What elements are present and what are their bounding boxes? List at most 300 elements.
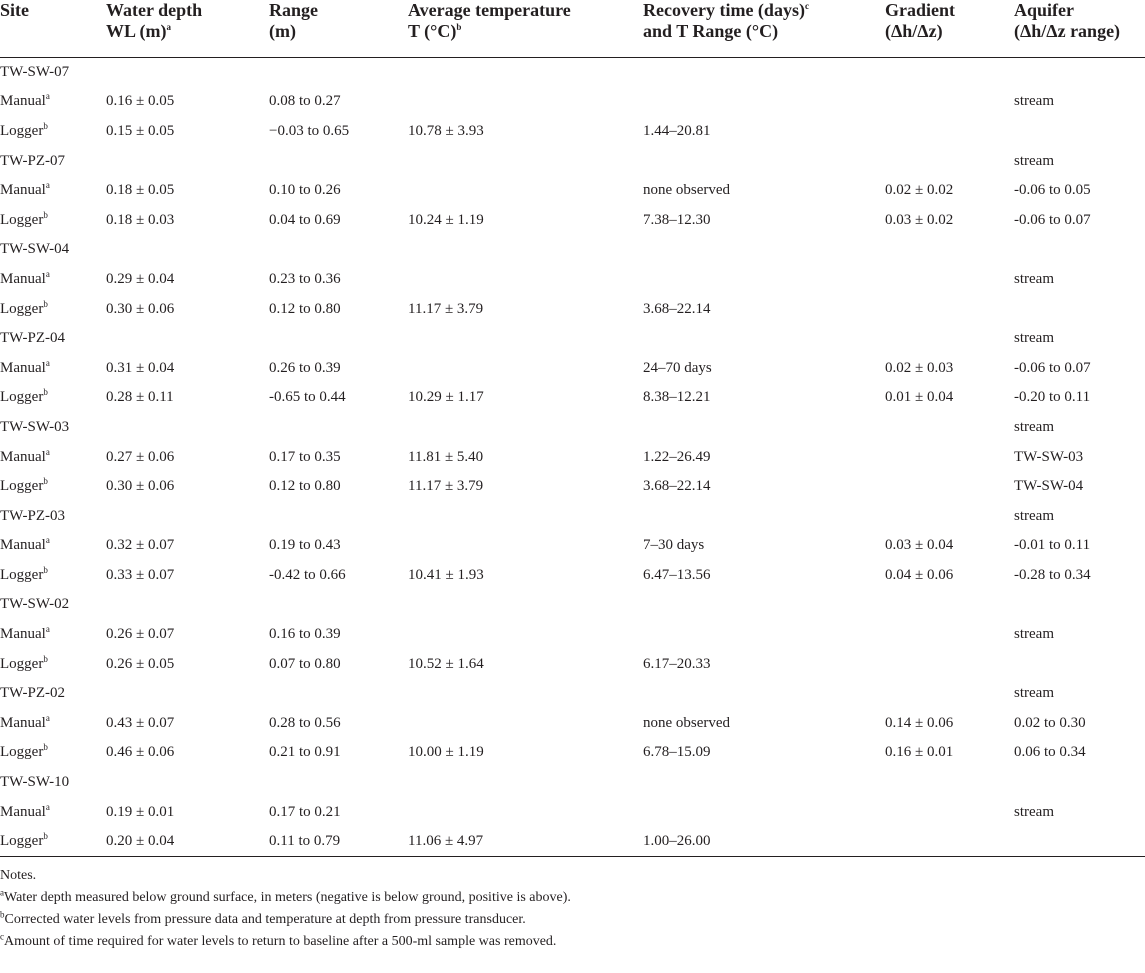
cell-site <box>0 87 106 117</box>
cell-range: -0.65 to 0.44 <box>269 389 346 406</box>
header-average-temperature <box>408 0 643 57</box>
cell-range: 0.16 to 0.39 <box>269 626 341 643</box>
cell-gradient <box>885 264 1014 294</box>
cell-recovery <box>643 797 885 827</box>
cell-aquifer <box>1014 235 1145 265</box>
header-water-depth-line2 <box>106 21 269 42</box>
cell-range: 0.23 to 0.36 <box>269 270 341 287</box>
header-aquifer <box>1014 0 1145 57</box>
header-site <box>0 0 106 57</box>
cell-range <box>269 501 408 531</box>
cell-gradient <box>885 590 1014 620</box>
cell-gradient <box>885 619 1014 649</box>
table-body <box>0 57 1145 856</box>
cell-depth: 0.33 ± 0.07 <box>106 566 175 583</box>
table-row <box>0 678 1145 708</box>
footnote-mark: a <box>45 91 50 102</box>
table-row <box>0 353 1145 383</box>
cell-recovery: 6.17–20.33 <box>643 655 711 672</box>
table-row <box>0 294 1145 324</box>
cell-temp <box>408 590 643 620</box>
header-site-label: Site <box>0 0 29 20</box>
note-a <box>0 887 1145 909</box>
cell-recovery: 24–70 days <box>643 359 712 376</box>
cell-range <box>269 767 408 797</box>
cell-temp <box>408 412 643 442</box>
table-row <box>0 708 1145 738</box>
header-range-line2: (m) <box>269 21 296 41</box>
cell-depth: 0.26 ± 0.05 <box>106 655 175 672</box>
cell-range <box>269 323 408 353</box>
table-row <box>0 501 1145 531</box>
cell-temp <box>408 531 643 561</box>
site-label: TW-SW-04 <box>0 241 70 258</box>
table-row <box>0 531 1145 561</box>
header-recovery-line1 <box>643 0 885 21</box>
cell-site <box>0 235 106 265</box>
cell-range: 0.17 to 0.35 <box>269 448 341 465</box>
cell-gradient: 0.04 ± 0.06 <box>885 566 954 583</box>
cell-gradient <box>885 501 1014 531</box>
cell-recovery <box>643 501 885 531</box>
cell-site <box>0 442 106 472</box>
cell-range <box>269 146 408 176</box>
note-text: Corrected water levels from pressure data and temperature at depth from pressure transducer. <box>4 911 526 927</box>
cell-site <box>0 649 106 679</box>
cell-gradient <box>885 116 1014 146</box>
cell-depth <box>106 501 269 531</box>
cell-recovery: 7.38–12.30 <box>643 211 711 228</box>
site-label: TW-SW-02 <box>0 596 70 613</box>
site-label: TW-PZ-04 <box>0 330 65 347</box>
cell-site <box>0 323 106 353</box>
cell-aquifer <box>1014 294 1145 324</box>
header-water-depth-line1: Water depth <box>106 0 203 20</box>
cell-recovery <box>643 412 885 442</box>
site-label: Logger <box>0 832 44 849</box>
cell-depth: 0.30 ± 0.06 <box>106 478 175 495</box>
cell-temp <box>408 57 643 87</box>
note-text: Water depth measured below ground surface, in meters (negative is below ground, positive is above). <box>4 889 571 905</box>
header-recovery-text: Recovery time (days) <box>643 0 805 20</box>
note-mark: a <box>0 886 4 897</box>
cell-aquifer: stream <box>1014 803 1054 820</box>
cell-range: 0.10 to 0.26 <box>269 182 341 199</box>
cell-recovery: 7–30 days <box>643 537 705 554</box>
site-label: Logger <box>0 744 44 761</box>
note-b <box>0 909 1145 931</box>
note-c <box>0 931 1145 953</box>
footnote-mark: b <box>43 653 48 664</box>
cell-aquifer: 0.02 to 0.30 <box>1014 714 1086 731</box>
footnote-mark: a <box>45 268 50 279</box>
header-range-line1: Range <box>269 0 318 20</box>
cell-recovery: none observed <box>643 182 731 199</box>
table-row <box>0 146 1145 176</box>
cell-recovery <box>643 264 885 294</box>
cell-depth <box>106 323 269 353</box>
cell-site <box>0 353 106 383</box>
cell-temp <box>408 501 643 531</box>
header-temp-line1: Average temperature <box>408 0 571 20</box>
cell-recovery: none observed <box>643 714 731 731</box>
cell-range <box>269 412 408 442</box>
cell-depth: 0.32 ± 0.07 <box>106 537 175 554</box>
header-gradient-line1: Gradient <box>885 0 955 20</box>
cell-temp: 11.81 ± 5.40 <box>408 448 484 465</box>
table-row <box>0 87 1145 117</box>
site-label: Manual <box>0 93 46 110</box>
cell-temp <box>408 146 643 176</box>
cell-temp <box>408 323 643 353</box>
site-label: TW-SW-07 <box>0 64 70 81</box>
cell-gradient: 0.02 ± 0.02 <box>885 182 954 199</box>
cell-recovery: 8.38–12.21 <box>643 389 711 406</box>
cell-recovery: 1.22–26.49 <box>643 448 711 465</box>
cell-gradient: 0.16 ± 0.01 <box>885 744 954 761</box>
site-label: TW-PZ-02 <box>0 685 65 702</box>
site-label: Manual <box>0 182 46 199</box>
cell-site <box>0 57 106 87</box>
site-label: Manual <box>0 448 46 465</box>
table-row <box>0 57 1145 87</box>
site-label: Logger <box>0 478 44 495</box>
cell-aquifer <box>1014 767 1145 797</box>
footnote-mark: b <box>456 22 462 32</box>
site-label: Logger <box>0 389 44 406</box>
cell-range: -0.42 to 0.66 <box>269 566 346 583</box>
table-row <box>0 175 1145 205</box>
table-row <box>0 412 1145 442</box>
cell-aquifer: -0.20 to 0.11 <box>1014 389 1091 406</box>
footnote-mark: b <box>43 120 48 131</box>
cell-depth: 0.30 ± 0.06 <box>106 300 175 317</box>
footnote-mark: a <box>45 446 50 457</box>
cell-recovery <box>643 619 885 649</box>
table-row <box>0 442 1145 472</box>
cell-recovery <box>643 323 885 353</box>
cell-aquifer: stream <box>1014 93 1054 110</box>
cell-gradient <box>885 146 1014 176</box>
cell-temp <box>408 797 643 827</box>
cell-depth: 0.27 ± 0.06 <box>106 448 175 465</box>
cell-site <box>0 146 106 176</box>
cell-temp: 10.41 ± 1.93 <box>408 566 484 583</box>
cell-recovery <box>643 235 885 265</box>
cell-recovery: 6.47–13.56 <box>643 566 711 583</box>
cell-aquifer: stream <box>1014 626 1054 643</box>
site-label: Logger <box>0 300 44 317</box>
footnote-mark: a <box>45 801 50 812</box>
table-row <box>0 560 1145 590</box>
footnote-mark: b <box>43 476 48 487</box>
table-row <box>0 264 1145 294</box>
cell-temp: 11.17 ± 3.79 <box>408 300 484 317</box>
cell-temp: 10.24 ± 1.19 <box>408 211 484 228</box>
cell-temp: 10.52 ± 1.64 <box>408 655 484 672</box>
table-row <box>0 797 1145 827</box>
cell-site <box>0 531 106 561</box>
cell-aquifer: stream <box>1014 507 1054 524</box>
cell-gradient: 0.03 ± 0.04 <box>885 537 954 554</box>
cell-depth: 0.18 ± 0.03 <box>106 211 175 228</box>
cell-range <box>269 235 408 265</box>
cell-site <box>0 678 106 708</box>
site-label: Manual <box>0 537 46 554</box>
footnote-mark: b <box>43 209 48 220</box>
cell-range: 0.04 to 0.69 <box>269 211 341 228</box>
note-text: Amount of time required for water levels to return to baseline after a 500-ml sample was removed. <box>4 933 557 949</box>
site-label: Logger <box>0 211 44 228</box>
cell-site <box>0 797 106 827</box>
header-water-depth-text: WL (m) <box>106 21 167 41</box>
cell-aquifer: -0.06 to 0.07 <box>1014 211 1091 228</box>
cell-recovery: 1.00–26.00 <box>643 826 885 856</box>
header-recovery-line2: and T Range (°C) <box>643 21 779 41</box>
cell-depth: 0.28 ± 0.11 <box>106 389 174 406</box>
cell-site <box>0 294 106 324</box>
footnote-mark: a <box>45 535 50 546</box>
cell-aquifer: stream <box>1014 418 1054 435</box>
cell-depth: 0.16 ± 0.05 <box>106 93 175 110</box>
cell-aquifer: TW-SW-04 <box>1014 478 1084 495</box>
header-gradient <box>885 0 1014 57</box>
cell-aquifer <box>1014 116 1145 146</box>
cell-gradient: 0.02 ± 0.03 <box>885 359 954 376</box>
cell-site <box>0 264 106 294</box>
site-label: Manual <box>0 359 46 376</box>
footnote-mark: b <box>43 298 48 309</box>
notes-heading: Notes. <box>0 867 37 883</box>
cell-site <box>0 738 106 768</box>
footnote-mark: b <box>43 830 48 841</box>
table-row <box>0 738 1145 768</box>
header-recovery-time <box>643 0 885 57</box>
cell-gradient <box>885 323 1014 353</box>
cell-depth <box>106 412 269 442</box>
cell-range: 0.28 to 0.56 <box>269 714 341 731</box>
note-mark: b <box>0 908 5 919</box>
cell-aquifer: TW-SW-03 <box>1014 448 1084 465</box>
cell-aquifer: -0.06 to 0.07 <box>1014 359 1091 376</box>
cell-gradient <box>885 797 1014 827</box>
footnote-mark: a <box>45 624 50 635</box>
cell-depth: 0.29 ± 0.04 <box>106 270 175 287</box>
cell-recovery <box>643 678 885 708</box>
cell-range: 0.12 to 0.80 <box>269 478 341 495</box>
cell-temp <box>408 353 643 383</box>
cell-aquifer: -0.06 to 0.05 <box>1014 182 1091 199</box>
cell-temp <box>408 619 643 649</box>
cell-site <box>0 590 106 620</box>
cell-gradient: 0.01 ± 0.04 <box>885 389 954 406</box>
cell-depth <box>106 767 269 797</box>
cell-depth: 0.26 ± 0.07 <box>106 626 175 643</box>
cell-gradient: 0.14 ± 0.06 <box>885 714 954 731</box>
cell-temp: 10.00 ± 1.19 <box>408 744 484 761</box>
cell-depth: 0.18 ± 0.05 <box>106 182 175 199</box>
site-label: Manual <box>0 803 46 820</box>
cell-aquifer: stream <box>1014 270 1054 287</box>
cell-site <box>0 619 106 649</box>
cell-depth: 0.19 ± 0.01 <box>106 803 175 820</box>
cell-site <box>0 175 106 205</box>
site-label: TW-SW-03 <box>0 418 70 435</box>
table-row <box>0 323 1145 353</box>
cell-aquifer: stream <box>1014 685 1054 702</box>
cell-temp <box>408 767 643 797</box>
cell-temp: 11.06 ± 4.97 <box>408 826 643 856</box>
cell-range <box>269 678 408 708</box>
cell-temp: 10.29 ± 1.17 <box>408 389 484 406</box>
cell-site <box>0 412 106 442</box>
table-header <box>0 0 1145 57</box>
cell-gradient <box>885 826 1014 856</box>
cell-temp <box>408 235 643 265</box>
cell-gradient <box>885 412 1014 442</box>
note-mark: c <box>0 930 4 941</box>
header-temp-line2 <box>408 21 643 42</box>
cell-range: 0.19 to 0.43 <box>269 537 341 554</box>
header-aquifer-line1: Aquifer <box>1014 0 1074 20</box>
header-water-depth <box>106 0 269 57</box>
header-row <box>0 0 1145 57</box>
footnote-mark: a <box>166 22 171 32</box>
cell-gradient <box>885 649 1014 679</box>
cell-depth: 0.31 ± 0.04 <box>106 359 175 376</box>
cell-temp: 11.17 ± 3.79 <box>408 478 484 495</box>
cell-site <box>0 383 106 413</box>
cell-site <box>0 767 106 797</box>
cell-range: 0.21 to 0.91 <box>269 744 341 761</box>
table-notes <box>0 865 1145 953</box>
cell-gradient <box>885 294 1014 324</box>
header-range <box>269 0 408 57</box>
cell-recovery <box>643 146 885 176</box>
table-row <box>0 116 1145 146</box>
header-gradient-line2: (Δh/Δz) <box>885 21 943 41</box>
cell-site <box>0 116 106 146</box>
cell-site <box>0 560 106 590</box>
cell-site <box>0 501 106 531</box>
cell-temp: 10.78 ± 3.93 <box>408 122 484 139</box>
cell-depth <box>106 146 269 176</box>
table-row <box>0 383 1145 413</box>
cell-depth <box>106 590 269 620</box>
cell-recovery <box>643 767 885 797</box>
footnote-mark: a <box>45 712 50 723</box>
footnote-mark: a <box>45 180 50 191</box>
cell-recovery <box>643 87 885 117</box>
cell-recovery: 3.68–22.14 <box>643 300 711 317</box>
cell-depth <box>106 235 269 265</box>
cell-gradient: 0.03 ± 0.02 <box>885 211 954 228</box>
table-row <box>0 619 1145 649</box>
cell-range: 0.07 to 0.80 <box>269 655 341 672</box>
cell-temp <box>408 87 643 117</box>
cell-range: 0.11 to 0.79 <box>269 826 408 856</box>
cell-depth <box>106 57 269 87</box>
cell-temp <box>408 708 643 738</box>
footnote-mark: b <box>43 564 48 575</box>
cell-range: −0.03 to 0.65 <box>269 122 350 139</box>
cell-recovery <box>643 590 885 620</box>
table-row <box>0 590 1145 620</box>
cell-gradient <box>885 87 1014 117</box>
cell-aquifer <box>1014 590 1145 620</box>
cell-depth: 0.46 ± 0.06 <box>106 744 175 761</box>
cell-temp <box>408 175 643 205</box>
header-aquifer-line2: (Δh/Δz range) <box>1014 21 1121 41</box>
cell-range <box>269 57 408 87</box>
cell-depth: 0.43 ± 0.07 <box>106 714 175 731</box>
cell-aquifer: -0.28 to 0.34 <box>1014 566 1091 583</box>
cell-gradient <box>885 471 1014 501</box>
cell-gradient <box>885 678 1014 708</box>
site-label: Manual <box>0 270 46 287</box>
cell-aquifer: -0.01 to 0.11 <box>1014 537 1091 554</box>
cell-recovery: 1.44–20.81 <box>643 122 711 139</box>
cell-range: 0.12 to 0.80 <box>269 300 341 317</box>
table-row <box>0 826 1145 856</box>
site-label: TW-PZ-03 <box>0 507 65 524</box>
table-row <box>0 471 1145 501</box>
cell-aquifer: stream <box>1014 152 1054 169</box>
site-label: Manual <box>0 714 46 731</box>
table-row <box>0 235 1145 265</box>
cell-range: 0.17 to 0.21 <box>269 803 341 820</box>
cell-gradient <box>885 442 1014 472</box>
cell-gradient <box>885 235 1014 265</box>
cell-depth <box>106 678 269 708</box>
header-temp-text: T (°C) <box>408 21 457 41</box>
site-label: TW-PZ-07 <box>0 152 65 169</box>
table-row <box>0 205 1145 235</box>
cell-site <box>0 826 106 856</box>
cell-aquifer <box>1014 826 1145 856</box>
cell-recovery: 3.68–22.14 <box>643 478 711 495</box>
cell-aquifer <box>1014 57 1145 87</box>
site-label: Logger <box>0 655 44 672</box>
cell-range: 0.08 to 0.27 <box>269 93 341 110</box>
site-label: TW-SW-10 <box>0 774 70 791</box>
footnote-mark: a <box>45 357 50 368</box>
cell-site <box>0 708 106 738</box>
cell-gradient <box>885 57 1014 87</box>
site-label: Logger <box>0 122 44 139</box>
cell-temp <box>408 678 643 708</box>
cell-site <box>0 471 106 501</box>
cell-depth: 0.15 ± 0.05 <box>106 122 175 139</box>
cell-depth: 0.20 ± 0.04 <box>106 826 269 856</box>
cell-range <box>269 590 408 620</box>
footnote-mark: b <box>43 387 48 398</box>
cell-range: 0.26 to 0.39 <box>269 359 341 376</box>
site-label: Manual <box>0 626 46 643</box>
cell-recovery: 6.78–15.09 <box>643 744 711 761</box>
cell-recovery <box>643 57 885 87</box>
cell-gradient <box>885 767 1014 797</box>
site-label: Logger <box>0 566 44 583</box>
table-row <box>0 767 1145 797</box>
cell-aquifer: 0.06 to 0.34 <box>1014 744 1086 761</box>
table-row <box>0 649 1145 679</box>
footnote-mark: b <box>43 742 48 753</box>
cell-temp <box>408 264 643 294</box>
footnote-mark: c <box>804 1 809 11</box>
cell-aquifer: stream <box>1014 330 1054 347</box>
cell-aquifer <box>1014 649 1145 679</box>
